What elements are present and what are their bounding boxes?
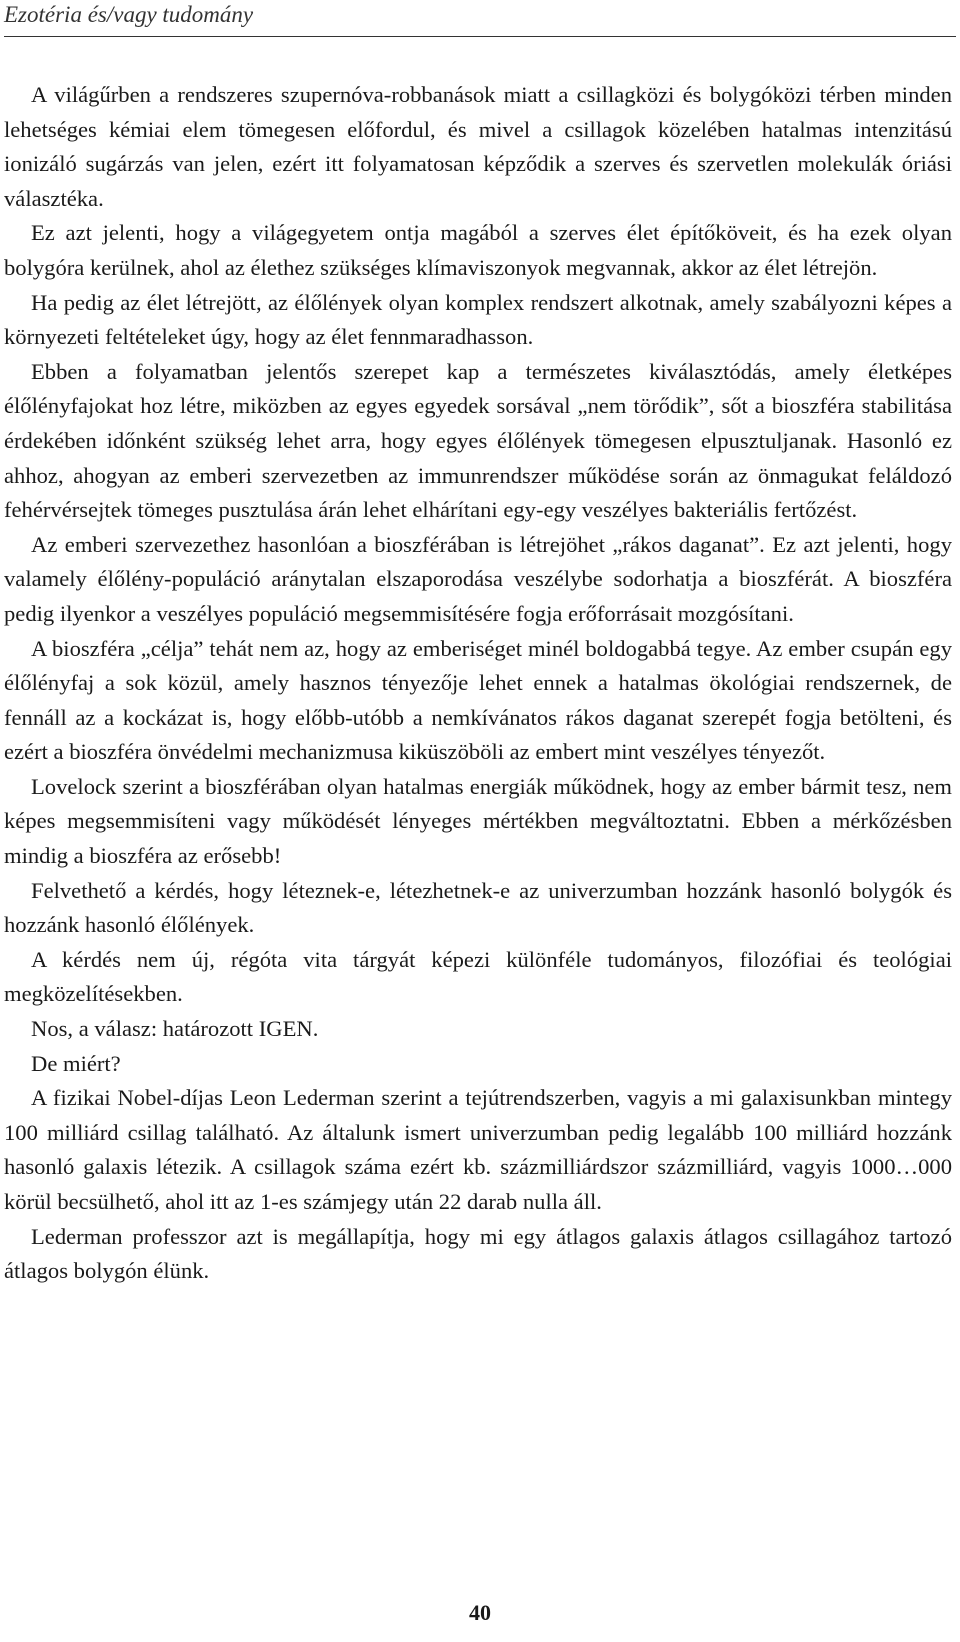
paragraph: Lederman professzor azt is megállapítja, hogy mi egy átlagos galaxis átlagos csillagához tartozó átlagos bolygón élünk. bbox=[4, 1223, 952, 1284]
body-text bbox=[4, 78, 952, 1289]
paragraph: A világűrben a rendszeres szupernóva-robbanások miatt a csillagközi és bolygóközi térben minden lehetséges kémiai elem tömegesen előfordul, és mivel a csillagok közelében hatalmas intenzitású ionizáló sugárzás van jelen, ezért itt folyamatosan képződik a szerves és szervetlen molekulák óriási választéka. bbox=[4, 82, 952, 211]
paragraph: A fizikai Nobel-díjas Leon Lederman szerint a tejútrendszerben, vagyis a mi galaxisunkban mintegy 100 milliárd csillag található. Az általunk ismert univerzumban pedig legalább 100 milliárd hozzánk hasonló galaxis létezik. A csillagok száma ezért kb. százmilliárdszor százmilliárd, vagyis 1000…000 körül becsülhető, ahol itt az 1-es számjegy után 22 darab nulla áll. bbox=[4, 1085, 952, 1214]
page-number: 40 bbox=[469, 1600, 491, 1625]
page-header bbox=[4, 0, 956, 37]
paragraph: Felvethető a kérdés, hogy léteznek-e, létezhetnek-e az univerzumban hozzánk hasonló bolygók és hozzánk hasonló élőlények. bbox=[4, 877, 952, 938]
paragraph: Az emberi szervezethez hasonlóan a bioszférában is létrejöhet „rákos daganat”. Ez azt jelenti, hogy valamely élőlény-populáció aránytalan elszaporodása veszélybe sodorhatja a bioszférát. A bioszféra pedig ilyenkor a veszélyes populáció megsemmisítésére fogja erőforrásait mozgósítani. bbox=[4, 531, 952, 626]
paragraph: Nos, a válasz: határozott IGEN. bbox=[31, 1016, 319, 1042]
paragraph: A bioszféra „célja” tehát nem az, hogy az emberiséget minél boldogabbá tegye. Az ember csupán egy élőlényfaj a sok közül, amely hasznos tényezője lehet ennek a hatalmas ökológiai rendszernek, de fennáll az a kockázat is, hogy előbb-utóbb a nemkívánatos rákos daganat szerepét fogja betölteni, és ezért a bioszféra önvédelmi mechanizmusa kiküszöböli az embert mint veszélyes tényezőt. bbox=[4, 635, 952, 765]
running-title: Ezotéria és/vagy tudomány bbox=[4, 2, 254, 27]
paragraph: Ebben a folyamatban jelentős szerepet kap a természetes kiválasztódás, amely életképes élőlényfajokat hoz létre, miközben az egyes egyedek sorsával „nem törődik”, sőt a bioszféra stabilitása érdekében időnként szükség lehet arra, hogy egyes élőlények tömegesen elpusztuljanak. Hasonló ez ahhoz, ahogyan az emberi szervezetben az immunrendszer működése során az önmagukat feláldozó fehérvérsejtek tömeges pusztulása árán lehet elhárítani egy-egy veszélyes bakteriális fertőzést. bbox=[4, 358, 952, 523]
paragraph: Ez azt jelenti, hogy a világegyetem ontja magából a szerves élet építőköveit, és ha ezek olyan bolygóra kerülnek, ahol az élethez szükséges klímaviszonyok megvannak, akkor az élet létrejön. bbox=[4, 220, 952, 280]
paragraph: Ha pedig az élet létrejött, az élőlények olyan komplex rendszert alkotnak, amely szabályozni képes a környezeti feltételeket úgy, hogy az élet fennmaradhasson. bbox=[4, 289, 952, 350]
paragraph: A kérdés nem új, régóta vita tárgyát képezi különféle tudományos, filozófiai és teológiai megközelítésekben. bbox=[4, 946, 952, 1007]
paragraph: De miért? bbox=[31, 1050, 121, 1076]
paragraph: Lovelock szerint a bioszférában olyan hatalmas energiák működnek, hogy az ember bármit tesz, nem képes megsemmisíteni vagy működését lényeges mértékben megváltoztatni. Ebben a mérkőzésben mindig a bioszféra az erősebb! bbox=[4, 773, 952, 869]
